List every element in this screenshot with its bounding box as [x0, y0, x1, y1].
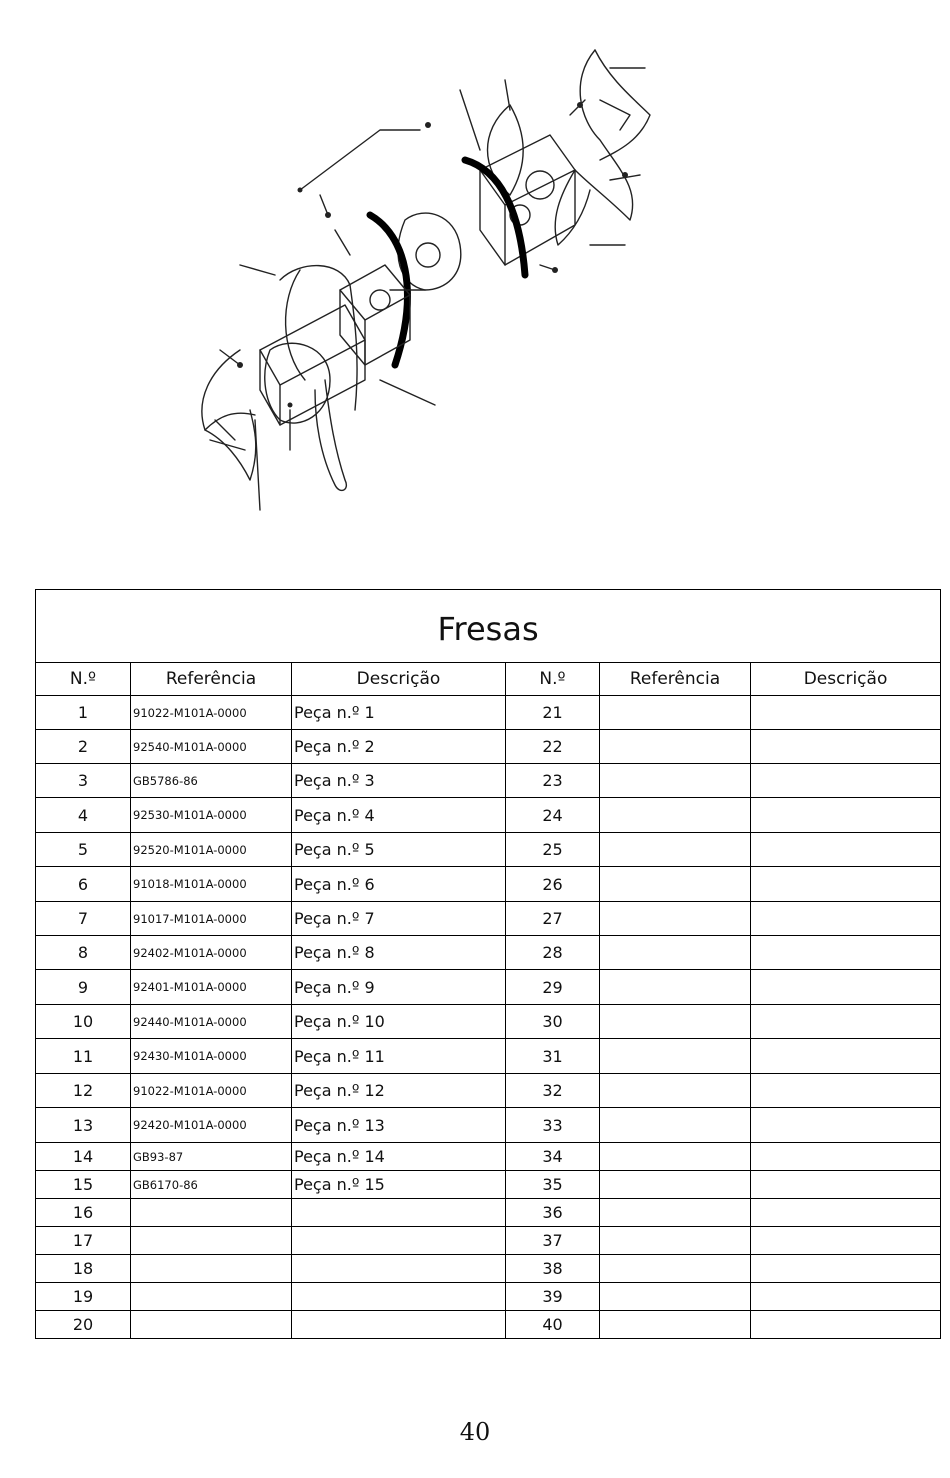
part-number-cell: 18 — [36, 1255, 131, 1283]
part-number-cell: 32 — [506, 1074, 600, 1108]
table-row — [36, 1108, 941, 1143]
header-reference: Referência — [600, 663, 751, 696]
table-row — [36, 1074, 941, 1108]
part-number-cell: 17 — [36, 1227, 131, 1255]
description-cell — [292, 1311, 506, 1339]
reference-cell — [600, 970, 751, 1005]
table-row — [36, 936, 941, 970]
reference-cell — [600, 764, 751, 798]
table-row — [36, 970, 941, 1005]
reference-cell: 92401-M101A-0000 — [131, 970, 292, 1005]
part-number-cell: 36 — [506, 1199, 600, 1227]
reference-cell: 92440-M101A-0000 — [131, 1005, 292, 1039]
description-cell: Peça n.º 10 — [292, 1005, 506, 1039]
description-cell — [751, 1227, 941, 1255]
reference-cell — [131, 1283, 292, 1311]
description-cell — [292, 1283, 506, 1311]
table-row — [36, 902, 941, 936]
table-row — [36, 1005, 941, 1039]
reference-cell: 92420-M101A-0000 — [131, 1108, 292, 1143]
header-description: Descrição — [751, 663, 941, 696]
description-cell: Peça n.º 5 — [292, 833, 506, 867]
part-number-cell: 8 — [36, 936, 131, 970]
reference-cell — [600, 1311, 751, 1339]
part-number-cell: 14 — [36, 1143, 131, 1171]
part-number-cell: 39 — [506, 1283, 600, 1311]
description-cell: Peça n.º 11 — [292, 1039, 506, 1074]
description-cell — [751, 1005, 941, 1039]
part-number-cell: 3 — [36, 764, 131, 798]
description-cell — [751, 764, 941, 798]
reference-cell — [600, 730, 751, 764]
part-number-cell: 22 — [506, 730, 600, 764]
reference-cell: 92430-M101A-0000 — [131, 1039, 292, 1074]
part-number-cell: 25 — [506, 833, 600, 867]
description-cell — [751, 696, 941, 730]
description-cell: Peça n.º 3 — [292, 764, 506, 798]
reference-cell: 92402-M101A-0000 — [131, 936, 292, 970]
description-cell: Peça n.º 1 — [292, 696, 506, 730]
description-cell: Peça n.º 7 — [292, 902, 506, 936]
reference-cell: GB5786-86 — [131, 764, 292, 798]
description-cell — [751, 1171, 941, 1199]
reference-cell: 91018-M101A-0000 — [131, 867, 292, 902]
description-cell — [292, 1199, 506, 1227]
reference-cell — [600, 1108, 751, 1143]
table-row — [36, 1255, 941, 1283]
part-number-cell: 27 — [506, 902, 600, 936]
description-cell — [751, 970, 941, 1005]
reference-cell — [600, 1199, 751, 1227]
description-cell — [292, 1255, 506, 1283]
parts-table — [35, 589, 941, 1339]
part-number-cell: 35 — [506, 1171, 600, 1199]
description-cell: Peça n.º 14 — [292, 1143, 506, 1171]
description-cell: Peça n.º 6 — [292, 867, 506, 902]
reference-cell — [131, 1311, 292, 1339]
description-cell — [751, 730, 941, 764]
description-cell: Peça n.º 2 — [292, 730, 506, 764]
header-description: Descrição — [292, 663, 506, 696]
reference-cell — [131, 1255, 292, 1283]
part-number-cell: 19 — [36, 1283, 131, 1311]
table-row — [36, 1143, 941, 1171]
description-cell — [751, 1283, 941, 1311]
header-row — [36, 663, 941, 696]
description-cell — [751, 902, 941, 936]
part-number-cell: 6 — [36, 867, 131, 902]
table-row — [36, 1039, 941, 1074]
reference-cell: 92530-M101A-0000 — [131, 798, 292, 833]
description-cell: Peça n.º 4 — [292, 798, 506, 833]
description-cell — [751, 1143, 941, 1171]
table-title: Fresas — [36, 590, 941, 663]
part-number-cell: 20 — [36, 1311, 131, 1339]
part-number-cell: 28 — [506, 936, 600, 970]
reference-cell — [600, 936, 751, 970]
header-number: N.º — [36, 663, 131, 696]
part-number-cell: 40 — [506, 1311, 600, 1339]
reference-cell: GB6170-86 — [131, 1171, 292, 1199]
part-number-cell: 38 — [506, 1255, 600, 1283]
table-row — [36, 798, 941, 833]
description-cell: Peça n.º 13 — [292, 1108, 506, 1143]
reference-cell — [600, 1005, 751, 1039]
table-row — [36, 867, 941, 902]
reference-cell — [600, 1039, 751, 1074]
description-cell — [751, 798, 941, 833]
reference-cell — [600, 696, 751, 730]
description-cell — [751, 1199, 941, 1227]
part-number-cell: 24 — [506, 798, 600, 833]
part-number-cell: 33 — [506, 1108, 600, 1143]
description-cell: Peça n.º 8 — [292, 936, 506, 970]
part-number-cell: 15 — [36, 1171, 131, 1199]
description-cell — [751, 1255, 941, 1283]
reference-cell: 91017-M101A-0000 — [131, 902, 292, 936]
reference-cell — [600, 1227, 751, 1255]
header-number: N.º — [506, 663, 600, 696]
part-number-cell: 16 — [36, 1199, 131, 1227]
description-cell — [751, 1039, 941, 1074]
reference-cell — [600, 798, 751, 833]
description-cell — [751, 936, 941, 970]
page-number: 40 — [459, 1418, 491, 1446]
part-number-cell: 5 — [36, 833, 131, 867]
reference-cell — [600, 1283, 751, 1311]
reference-cell — [131, 1199, 292, 1227]
part-number-cell: 9 — [36, 970, 131, 1005]
header-reference: Referência — [131, 663, 292, 696]
part-number-cell: 21 — [506, 696, 600, 730]
part-number-cell: 7 — [36, 902, 131, 936]
part-number-cell: 30 — [506, 1005, 600, 1039]
reference-cell — [600, 867, 751, 902]
part-number-cell: 10 — [36, 1005, 131, 1039]
part-number-cell: 37 — [506, 1227, 600, 1255]
reference-cell — [600, 833, 751, 867]
table-row — [36, 833, 941, 867]
description-cell — [292, 1227, 506, 1255]
description-cell: Peça n.º 15 — [292, 1171, 506, 1199]
reference-cell — [600, 1143, 751, 1171]
part-number-cell: 13 — [36, 1108, 131, 1143]
part-number-cell: 31 — [506, 1039, 600, 1074]
part-number-cell: 4 — [36, 798, 131, 833]
reference-cell: GB93-87 — [131, 1143, 292, 1171]
description-cell — [751, 1108, 941, 1143]
part-number-cell: 12 — [36, 1074, 131, 1108]
description-cell — [751, 867, 941, 902]
table-row — [36, 1311, 941, 1339]
description-cell: Peça n.º 9 — [292, 970, 506, 1005]
part-number-cell: 29 — [506, 970, 600, 1005]
reference-cell — [131, 1227, 292, 1255]
part-number-cell: 2 — [36, 730, 131, 764]
part-number-cell: 34 — [506, 1143, 600, 1171]
part-number-cell: 1 — [36, 696, 131, 730]
description-cell — [751, 1074, 941, 1108]
reference-cell — [600, 1255, 751, 1283]
reference-cell — [600, 902, 751, 936]
part-number-cell: 26 — [506, 867, 600, 902]
table-row — [36, 730, 941, 764]
reference-cell — [600, 1074, 751, 1108]
part-number-cell: 11 — [36, 1039, 131, 1074]
description-cell — [751, 1311, 941, 1339]
table-row — [36, 764, 941, 798]
description-cell: Peça n.º 12 — [292, 1074, 506, 1108]
table-row — [36, 696, 941, 730]
reference-cell: 92520-M101A-0000 — [131, 833, 292, 867]
reference-cell — [600, 1171, 751, 1199]
reference-cell: 91022-M101A-0000 — [131, 696, 292, 730]
exploded-parts-diagram — [180, 20, 680, 520]
table-row — [36, 1199, 941, 1227]
table-row — [36, 1171, 941, 1199]
table-row — [36, 1227, 941, 1255]
description-cell — [751, 833, 941, 867]
table-row — [36, 1283, 941, 1311]
reference-cell: 91022-M101A-0000 — [131, 1074, 292, 1108]
part-number-cell: 23 — [506, 764, 600, 798]
reference-cell: 92540-M101A-0000 — [131, 730, 292, 764]
